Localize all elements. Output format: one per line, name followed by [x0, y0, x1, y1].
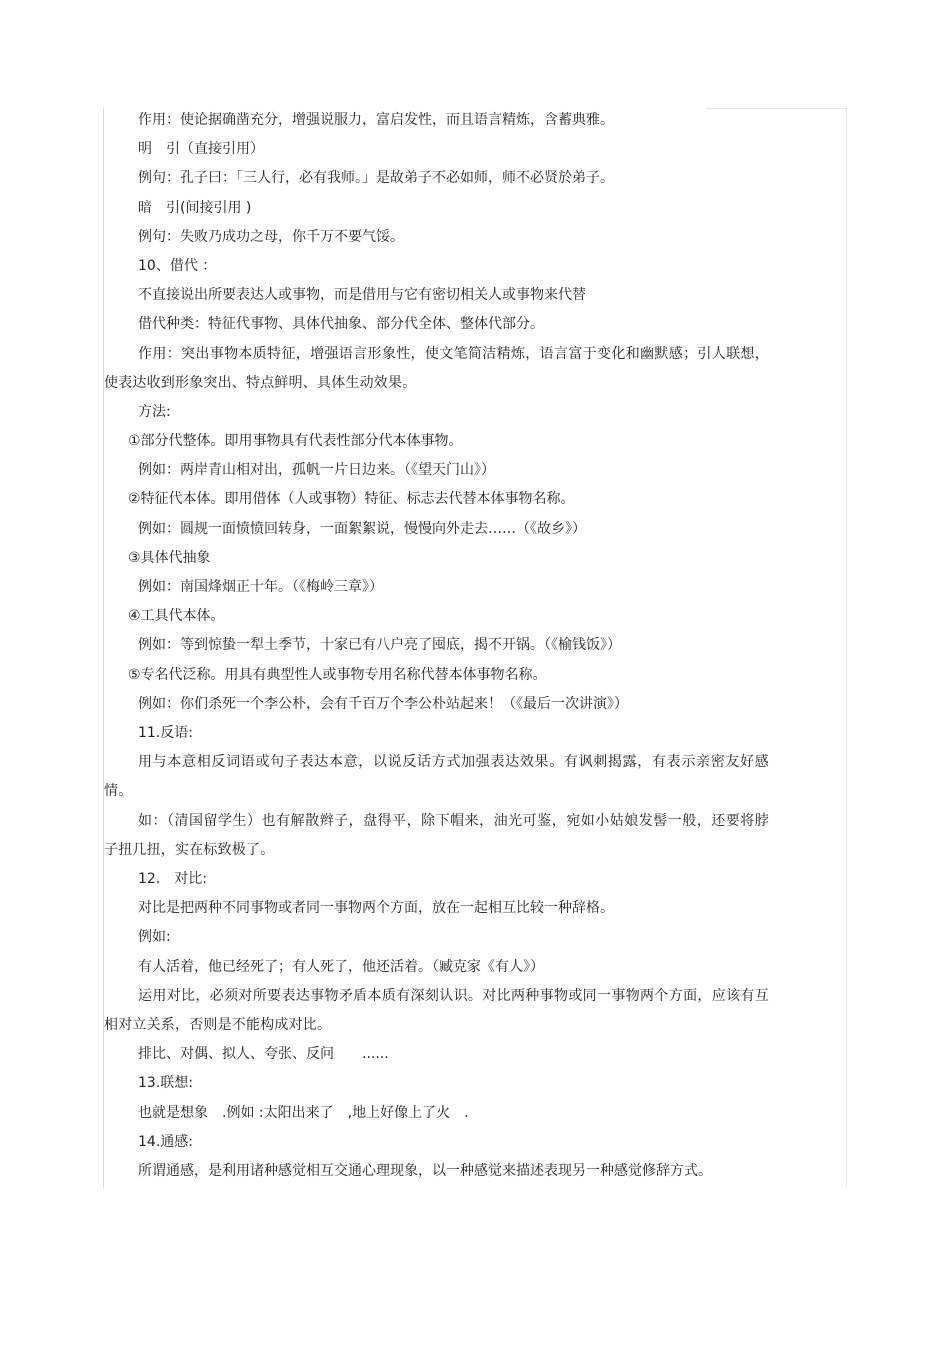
list-item: ③具体代抽象 — [128, 549, 211, 566]
paragraph: 例如: — [138, 929, 171, 946]
paragraph: 用与本意相反词语或句子表达本意，以说反话方式加强表达效果。有讽刺揭露，有表示亲密友好感情。 — [104, 754, 769, 800]
paragraph: 运用对比，必须对所要表达事物矛盾本质有深刻认识。对比两种事物或同一事物两个方面，应该有互相对立关系，否则是不能构成对比。 — [104, 987, 769, 1033]
paragraph: 不直接说出所要表达人或事物，而是借用与它有密切相关人或事物来代替 — [138, 287, 586, 304]
example: 例如：圆规一面愤愤回转身，一面絮絮说，慢慢向外走去……（《故乡》） — [138, 520, 586, 537]
paragraph: 暗 引(间接引用 ) — [138, 199, 252, 216]
list-item: ④工具代本体。 — [128, 608, 225, 625]
example: 有人活着，他已经死了；有人死了，他还活着。（臧克家《有人》） — [138, 958, 544, 975]
list-item: ⑤专名代泛称。用具有典型性人或事物专用名称代替本体事物名称。 — [128, 666, 547, 683]
section-heading: 10、借代 ： — [138, 257, 217, 274]
page-border-right — [846, 108, 847, 1188]
document-body — [104, 106, 769, 1186]
paragraph: 作用：使论据确凿充分，增强说服力，富启发性，而且语言精炼，含蓄典雅。 — [138, 112, 614, 128]
list-item: ②特征代本体。即用借体（人或事物）特征、标志去代替本体事物名称。 — [128, 491, 575, 508]
example: 例如：南国烽烟正十年。（《梅岭三章》） — [138, 579, 383, 596]
paragraph: 所谓通感，是利用诸种感觉相互交通心理现象，以一种感觉来描述表现另一种感觉修辞方式。 — [138, 1162, 712, 1179]
list-item: ①部分代整体。即用事物具有代表性部分代本体事物。 — [128, 433, 463, 450]
paragraph: 例句：失败乃成功之母，你千万不要气馁。 — [138, 228, 404, 245]
paragraph: 明 引（直接引用） — [138, 141, 264, 158]
section-heading: 13.联想: — [138, 1075, 193, 1092]
paragraph: 作用：突出事物本质特征，增强语言形象性，使文笔简洁精炼，语言富于变化和幽默感；引人联想，使表达收到形象突出、特点鲜明、具体生动效果。 — [104, 345, 769, 391]
example: 例如：两岸青山相对出，孤帆一片日边来。（《望天门山》） — [138, 462, 495, 479]
paragraph: 方法: — [138, 403, 171, 420]
section-heading: 14.通感: — [138, 1133, 193, 1150]
section-heading: 12. 对比: — [138, 870, 207, 887]
example: 例如：等到惊蛰一犁土季节，十家已有八户亮了囤底，揭不开锅。（《榆钱饭》） — [138, 637, 621, 654]
paragraph: 也就是想象 .例如 :太阳出来了 ,地上好像上了火 . — [138, 1104, 469, 1121]
example: 例如：你们杀死一个李公朴，会有千百万个李公朴站起来！（《最后一次讲演》） — [138, 695, 628, 712]
paragraph: 如：（清国留学生）也有解散辫子，盘得平，除下帽来，油光可鉴，宛如小姑娘发髻一般，还要将脖子扭几扭，实在标致极了。 — [104, 812, 769, 858]
paragraph: 对比是把两种不同事物或者同一事物两个方面，放在一起相互比较一种辞格。 — [138, 900, 614, 917]
paragraph: 排比、对偶、拟人、夸张、反问 ...... — [138, 1046, 389, 1063]
section-heading: 11.反语: — [138, 724, 193, 741]
paragraph: 例句：孔子曰：「三人行，必有我师。」是故弟子不必如师，师不必贤於弟子。 — [138, 170, 614, 187]
paragraph: 借代种类：特征代事物、具体代抽象、部分代全体、整体代部分。 — [138, 316, 544, 333]
